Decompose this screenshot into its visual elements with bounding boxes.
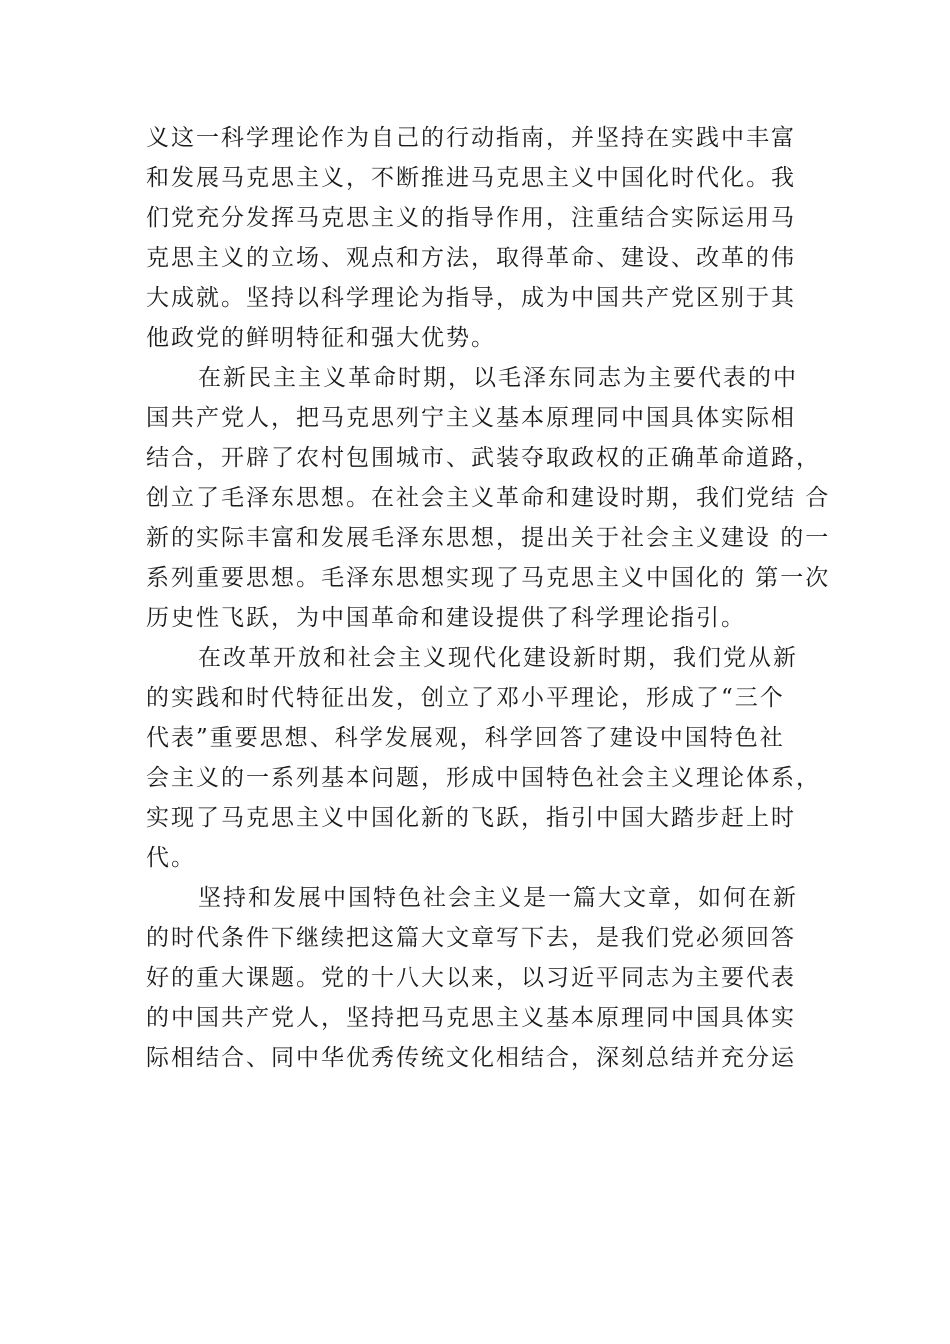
text-line: 代表”重要思想、科学发展观，科学回答了建设中国特色社 xyxy=(146,725,785,751)
text-line: 义这一科学理论作为自己的行动指南，并坚持在实践中丰富 xyxy=(146,125,796,151)
text-line: 和发展马克思主义，不断推进马克思主义中国化时代化。我 xyxy=(146,165,796,191)
text-line: 结合，开辟了农村包围城市、武装夺取政权的正确革命道路， xyxy=(146,445,821,471)
text-line: 的时代条件下继续把这篇大文章写下去，是我们党必须回答 xyxy=(146,925,796,951)
paragraph-first-line: 在改革开放和社会主义现代化建设新时期，我们党从新 xyxy=(198,645,798,671)
text-line: 好的重大课题。党的十八大以来，以习近平同志为主要代表 xyxy=(146,965,796,991)
text-line: 新的实际丰富和发展毛泽东思想，提出关于社会主义建设 的一 xyxy=(146,525,831,551)
text-line: 实现了马克思主义中国化新的飞跃，指引中国大踏步赶上时 xyxy=(146,805,796,831)
paragraph-first-line: 坚持和发展中国特色社会主义是一篇大文章，如何在新 xyxy=(198,885,798,911)
text-line: 历史性飞跃，为中国革命和建设提供了科学理论指引。 xyxy=(146,605,746,631)
text-line: 国共产党人，把马克思列宁主义基本原理同中国具体实际相 xyxy=(146,405,796,431)
text-line: 会主义的一系列基本问题，形成中国特色社会主义理论体系， xyxy=(146,765,821,791)
text-line: 克思主义的立场、观点和方法，取得革命、建设、改革的伟 xyxy=(146,245,796,271)
text-line: 际相结合、同中华优秀传统文化相结合，深刻总结并充分运 xyxy=(146,1045,796,1071)
text-line: 创立了毛泽东思想。在社会主义革命和建设时期，我们党结 合 xyxy=(146,485,831,511)
text-line: 的实践和时代特征出发，创立了邓小平理论，形成了“三个 xyxy=(146,685,785,711)
text-line: 的中国共产党人，坚持把马克思主义基本原理同中国具体实 xyxy=(146,1005,796,1031)
text-line: 代。 xyxy=(146,845,196,871)
text-line: 系列重要思想。毛泽东思想实现了马克思主义中国化的 第一次 xyxy=(146,565,831,591)
document-body xyxy=(146,118,831,1078)
text-line: 大成就。坚持以科学理论为指导，成为中国共产党区别于其 xyxy=(146,285,796,311)
text-line: 们党充分发挥马克思主义的指导作用，注重结合实际运用马 xyxy=(146,205,796,231)
text-line: 他政党的鲜明特征和强大优势。 xyxy=(146,325,496,351)
paragraph-first-line: 在新民主主义革命时期，以毛泽东同志为主要代表的中 xyxy=(198,365,798,391)
